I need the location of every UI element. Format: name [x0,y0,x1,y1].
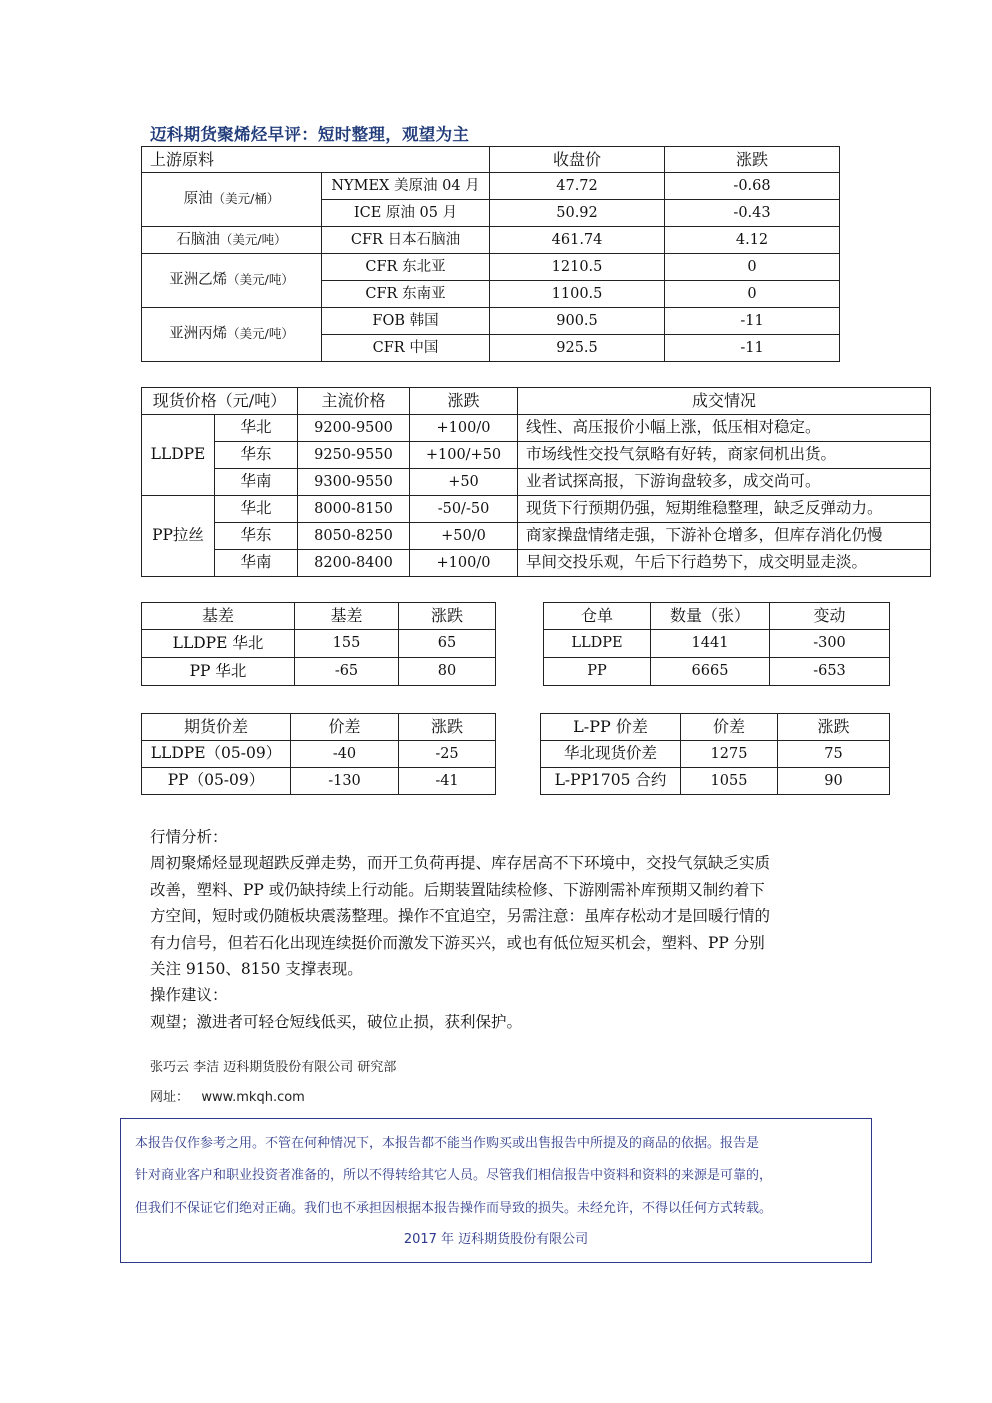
region-cell: 华南 [215,550,298,577]
price-cell: 50.92 [490,200,665,227]
change-cell: -11 [665,308,840,335]
change-cell: -0.68 [665,173,840,200]
market-note: 现货下行预期仍强，短期维稳整理，缺乏反弹动力。 [518,496,931,523]
table-header: 涨跌 [665,147,840,173]
disclaimer-line: 针对商业客户和职业投资者准备的，所以不得转给其它人员。尽管我们相信报告中资料和资料的来源是可靠的， [135,1168,773,1183]
row-label: LLDPE [544,630,651,658]
price-cell: 9300-9550 [298,469,410,496]
report-title: 迈科期货聚烯烃早评：短时整理，观望为主 [150,125,470,144]
item-name: CFR 东北亚 [322,254,490,281]
product-cell: LLDPE [142,415,215,496]
table-header: 期货价差 [142,714,291,741]
change-cell: -25 [399,741,496,768]
table-header: 涨跌 [399,603,496,630]
product-cell: PP拉丝 [142,496,215,577]
item-name: CFR 东南亚 [322,281,490,308]
table-header: 涨跌 [410,388,518,415]
price-cell: 900.5 [490,308,665,335]
item-name: CFR 中国 [322,335,490,362]
table-header: 成交情况 [518,388,931,415]
analysis-line: 有力信号，但若石化出现连续挺价而激发下游买兴，或也有低位短买机会，塑料、PP 分别 [150,933,765,952]
item-name: NYMEX 美原油 04 月 [322,173,490,200]
change-cell: 75 [778,741,890,768]
table-header: 价差 [291,714,399,741]
region-cell: 华北 [215,415,298,442]
change-cell: 4.12 [665,227,840,254]
table-header: 涨跌 [778,714,890,741]
market-note: 业者试探高报，下游询盘较多，成交尚可。 [518,469,931,496]
website-link[interactable]: www.mkqh.com [201,1090,305,1105]
value-cell: 1275 [681,741,778,768]
change-cell: 65 [399,630,496,658]
price-cell: 8050-8250 [298,523,410,550]
row-label: 华北现货价差 [541,741,681,768]
market-note: 市场线性交投气氛略有好转，商家伺机出货。 [518,442,931,469]
value-cell: -65 [295,658,399,686]
row-label: LLDPE 华北 [142,630,295,658]
advice-heading: 操作建议： [150,986,228,1005]
lpp-spread-table [540,713,890,795]
row-label: PP [544,658,651,686]
table-header: 现货价格（元/吨） [142,388,298,415]
value-cell: 1441 [651,630,770,658]
region-cell: 华东 [215,523,298,550]
price-cell: 461.74 [490,227,665,254]
table-header: 基差 [142,603,295,630]
website-line [150,1086,305,1105]
basis-table [141,602,496,686]
value-cell: 1055 [681,768,778,795]
price-cell: 8200-8400 [298,550,410,577]
market-analysis [150,824,850,1035]
change-cell: -41 [399,768,496,795]
change-cell: 80 [399,658,496,686]
price-cell: 1100.5 [490,281,665,308]
row-label: PP（05-09） [142,768,291,795]
change-cell: 0 [665,254,840,281]
market-note: 线性、高压报价小幅上涨，低压相对稳定。 [518,415,931,442]
market-note: 商家操盘情绪走强，下游补仓增多，但库存消化仍慢 [518,523,931,550]
table-header: 涨跌 [399,714,496,741]
region-cell: 华南 [215,469,298,496]
market-note: 早间交投乐观，午后下行趋势下，成交明显走淡。 [518,550,931,577]
disclaimer-footer: 2017 年 迈科期货股份有限公司 [403,1232,589,1247]
table-header: 主流价格 [298,388,410,415]
change-cell: +100/0 [410,415,518,442]
item-name: CFR 日本石脑油 [322,227,490,254]
change-cell: +50/0 [410,523,518,550]
change-cell: -300 [770,630,890,658]
row-label: LLDPE（05-09） [142,741,291,768]
table-header: 上游原料 [142,147,490,173]
value-cell: 155 [295,630,399,658]
author-line: 张巧云 李洁 迈科期货股份有限公司 研究部 [150,1060,397,1075]
change-cell: -50/-50 [410,496,518,523]
price-cell: 9200-9500 [298,415,410,442]
analysis-line: 方空间，短时或仍随板块震荡整理。操作不宜追空，另需注意：虽库存松动才是回暖行情的 [150,907,771,926]
table-header: 变动 [770,603,890,630]
table-header: 收盘价 [490,147,665,173]
disclaimer-line: 但我们不保证它们绝对正确。我们也不承担因根据本报告操作而导致的损失。未经允许，不得以任何方式转载。 [135,1201,773,1216]
futures-spread-table [141,713,496,795]
change-cell: 0 [665,281,840,308]
region-cell: 华东 [215,442,298,469]
price-cell: 9250-9550 [298,442,410,469]
value-cell: -130 [291,768,399,795]
change-cell: 90 [778,768,890,795]
analysis-line: 改善，塑料、PP 或仍缺持续上行动能。后期装置陆续检修、下游刚需补库预期又制约着下 [150,880,765,899]
change-cell: -653 [770,658,890,686]
change-cell: +100/+50 [410,442,518,469]
change-cell: +100/0 [410,550,518,577]
price-cell: 8000-8150 [298,496,410,523]
table-header: 价差 [681,714,778,741]
website-label: 网址： [150,1090,190,1105]
spot-price-table [141,387,931,577]
change-cell: -11 [665,335,840,362]
analysis-line: 周初聚烯烃显现超跌反弹走势，而开工负荷再提、库存居高不下环境中，交投气氛缺乏实质 [150,854,771,873]
price-cell: 925.5 [490,335,665,362]
value-cell: 6665 [651,658,770,686]
disclaimer-box [120,1118,872,1263]
change-cell: +50 [410,469,518,496]
warehouse-table [543,602,890,686]
item-name: FOB 韩国 [322,308,490,335]
analysis-heading: 行情分析： [150,828,228,846]
region-cell: 华北 [215,496,298,523]
item-name: ICE 原油 05 月 [322,200,490,227]
group-cell: 石脑油（美元/吨） [142,227,322,254]
price-cell: 47.72 [490,173,665,200]
raw-materials-table [141,146,840,362]
table-header: 基差 [295,603,399,630]
price-cell: 1210.5 [490,254,665,281]
advice-text: 观望；激进者可轻仓短线低买，破位止损，获利保护。 [150,1012,523,1031]
group-cell: 亚洲乙烯（美元/吨） [142,254,322,308]
table-header: 仓单 [544,603,651,630]
group-cell: 原油（美元/桶） [142,173,322,227]
row-label: L-PP1705 合约 [541,768,681,795]
analysis-line: 关注 9150、8150 支撑表现。 [150,960,363,979]
table-header: 数量（张） [651,603,770,630]
row-label: PP 华北 [142,658,295,686]
disclaimer-line: 本报告仅作参考之用。不管在何种情况下，本报告都不能当作购买或出售报告中所提及的商品的依据。报告是 [135,1136,760,1151]
table-header: L-PP 价差 [541,714,681,741]
change-cell: -0.43 [665,200,840,227]
group-cell: 亚洲丙烯（美元/吨） [142,308,322,362]
value-cell: -40 [291,741,399,768]
